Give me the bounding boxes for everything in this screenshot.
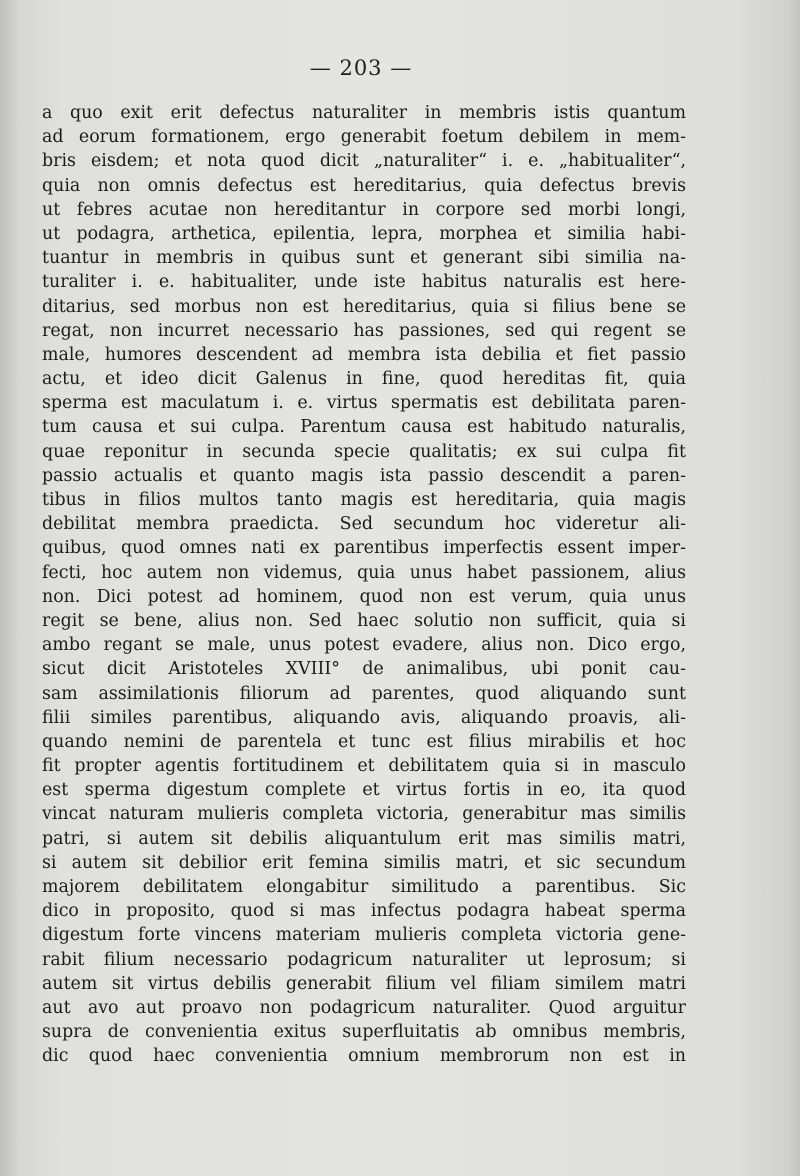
text-line: male, humores descendent ad membra ista debilia et fiet passio <box>42 344 686 365</box>
text-line: sicut dicit Aristoteles XVIII° de animalibus, ubi ponit cau- <box>42 659 686 680</box>
text-line: filii similes parentibus, aliquando avis, aliquando proavis, ali- <box>42 707 686 728</box>
text-line: quando nemini de parentela et tunc est filius mirabilis et hoc <box>42 731 686 752</box>
text-line: autem sit virtus debilis generabit filium vel filiam similem matri <box>42 973 686 994</box>
text-line: ad eorum formationem, ergo generabit foetum debilem in mem- <box>42 127 686 148</box>
text-line: regat, non incurret necessario has passiones, sed qui regent se <box>42 320 686 341</box>
text-line: a quo exit erit defectus naturaliter in membris istis quantum <box>42 103 686 123</box>
text-line: si autem sit debilior erit femina similis matri, et sic secundum <box>42 852 686 873</box>
text-line: sperma est maculatum i. e. virtus spermatis est debilitata paren- <box>42 393 686 414</box>
text-line: digestum forte vincens materiam mulieris completa victoria gene- <box>42 925 686 946</box>
text-line: non. Dici potest ad hominem, quod non est verum, quia unus <box>42 586 686 607</box>
text-line: quia non omnis defectus est hereditarius, quia defectus brevis <box>42 175 686 196</box>
text-line: turaliter i. e. habitualiter, unde iste habitus naturalis est here- <box>42 272 686 293</box>
text-line: majorem debilitatem elongabitur similitudo a parentibus. Sic <box>42 877 686 897</box>
text-line: ut podagra, arthetica, epilentia, lepra, morphea et similia habi- <box>42 223 686 244</box>
text-line: vincat naturam mulieris completa victoria, generabitur mas similis <box>42 804 686 825</box>
text-line: patri, si autem sit debilis aliquantulum erit mas similis matri, <box>42 828 686 849</box>
text-line: est sperma digestum complete et virtus fortis in eo, ita quod <box>42 780 686 801</box>
text-line: dico in proposito, quod si mas infectus podagra habeat sperma <box>42 901 686 922</box>
text-line: quae reponitur in secunda specie qualitatis; ex sui culpa fit <box>42 441 686 462</box>
text-line: supra de convenientia exitus superfluitatis ab omnibus membris, <box>42 1022 686 1043</box>
text-line: tuantur in membris in quibus sunt et generant sibi similia na- <box>42 248 686 269</box>
page-number: — 203 — <box>309 56 413 80</box>
text-line: regit se bene, alius non. Sed haec solutio non sufficit, quia si <box>42 610 686 631</box>
text-line: debilitat membra praedicta. Sed secundum hoc videretur ali- <box>42 514 686 535</box>
text-line: bris eisdem; et nota quod dicit „naturaliter“ i. e. „habitualiter“, <box>42 151 686 172</box>
text-line: actu, et ideo dicit Galenus in fine, quod hereditas fit, quia <box>42 369 686 390</box>
body-text <box>42 101 686 1069</box>
text-line: tibus in filios multos tanto magis est hereditaria, quia magis <box>42 490 686 510</box>
text-line: fecti, hoc autem non videmus, quia unus habet passionem, alius <box>42 562 686 583</box>
text-line: aut avo aut proavo non podagricum naturaliter. Quod arguitur <box>42 997 686 1018</box>
text-line: passio actualis et quanto magis ista passio descendit a paren- <box>42 465 686 486</box>
text-line: quibus, quod omnes nati ex parentibus imperfectis essent imper- <box>42 538 686 559</box>
text-line: sam assimilationis filiorum ad parentes, quod aliquando sunt <box>42 683 686 704</box>
text-line: ditarius, sed morbus non est hereditarius, quia si filius bene se <box>42 296 686 317</box>
text-line: fit propter agentis fortitudinem et debilitatem quia si in masculo <box>42 756 686 777</box>
text-line: rabit filium necessario podagricum naturaliter ut leprosum; si <box>42 949 686 970</box>
text-line: dic quod haec convenientia omnium membrorum non est in <box>42 1046 686 1067</box>
text-line: ut febres acutae non hereditantur in corpore sed morbi longi, <box>42 199 686 220</box>
text-line: tum causa et sui culpa. Parentum causa est habitudo naturalis, <box>42 417 686 438</box>
text-line: ambo regant se male, unus potest evadere, alius non. Dico ergo, <box>42 635 686 656</box>
